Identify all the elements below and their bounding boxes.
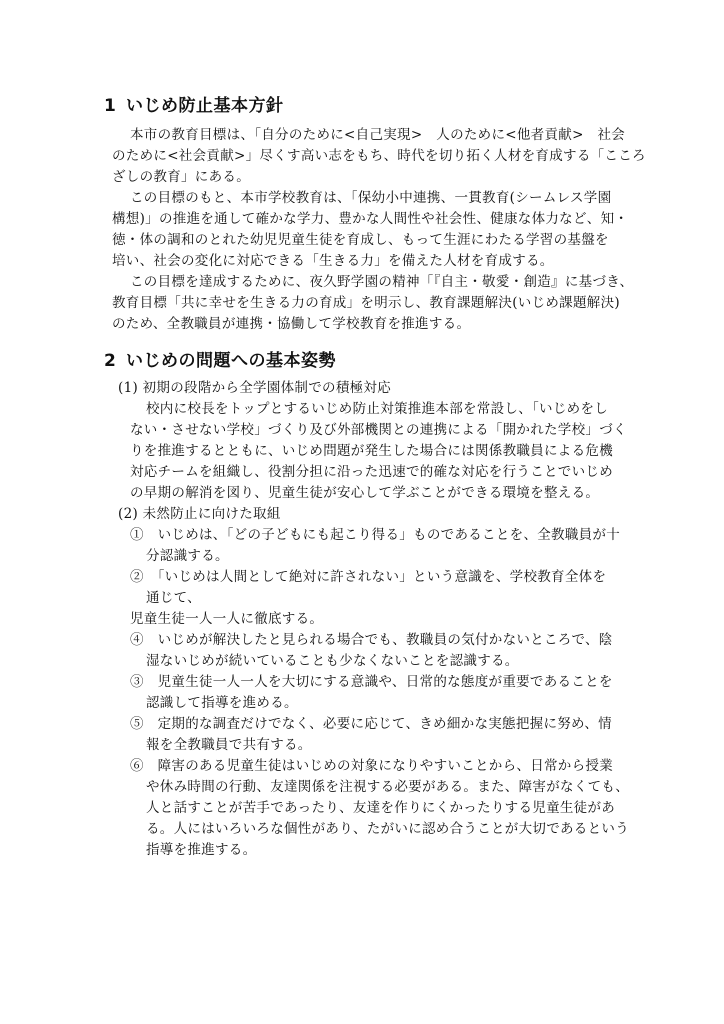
list-item-line: る。人にはいろいろな個性があり、たがいに認め合うことが大切であるという [146, 821, 629, 837]
list-item-line: 人と話すことが苦手であったり、友達を作りにくかったりする児童生徒があ [146, 800, 616, 816]
section-2-number: 2 [104, 351, 117, 371]
list-item-line: 報を全教職員で共有する。 [146, 737, 312, 753]
list-item-line: 湿ないじめが続いていることも少なくないことを認識する。 [146, 653, 519, 669]
paragraph-line: のために<社会貢献>」尽くす高い志をもち、時代を切り拓く人材を育成する「こころ [112, 148, 646, 164]
list-item-line: や休み時間の行動、友達関係を注視する必要がある。また、障害がなくても、 [146, 779, 629, 795]
list-item-line: ⑤ 定期的な調査だけでなく、必要に応じて、きめ細かな実態把握に努め、情 [130, 716, 612, 732]
section-2-title: いじめの問題への基本姿勢 [126, 351, 336, 371]
list-item-line: 分認識する。 [146, 548, 229, 564]
paragraph-line: この目標を達成するために、夜久野学園の精神「『自主・敬愛・創造』に基づき、 [130, 274, 634, 290]
subsection-heading: (1) 初期の段階から全学園体制での積極対応 [118, 380, 392, 396]
paragraph-line: 本市の教育目標は、「自分のために<自己実現> 人のために<他者貢献> 社会 [130, 127, 626, 143]
paragraph-line: この目標のもと、本市学校教育は、「保幼小中連携、一貫教育(シームレス学園 [130, 190, 612, 206]
list-item-line: 認識して指導を進める。 [146, 695, 298, 711]
paragraph-line: ざしの教育」にある。 [112, 169, 250, 185]
paragraph-line: 徳・体の調和のとれた幼児児童生徒を育成し、もって生涯にわたる学習の基盤を [112, 232, 609, 248]
paragraph-line: りを推進するとともに、いじめ問題が発生した場合には関係教職員による危機 [130, 443, 613, 459]
list-item-line: ② 「いじめは人間として絶対に許されない」という意識を、学校教育全体を [130, 569, 607, 585]
list-item-line: ④ いじめが解決したと見られる場合でも、教職員の気付かないところで、陰 [130, 632, 613, 648]
list-item-line: ① いじめは、「どの子どもにも起こり得る」ものであることを、全教職員が十 [130, 527, 621, 543]
paragraph-line: 培い、社会の変化に対応できる「生きる力」を備えた人材を育成する。 [112, 253, 554, 269]
list-item-line: 通じて、 [146, 590, 201, 606]
paragraph-line: 構想)」の推進を通して確かな学力、豊かな人間性や社会性、健康な体力など、知・ [112, 211, 629, 227]
section-1-heading [104, 91, 284, 116]
section-1-number: 1 [104, 96, 117, 116]
list-item-line: 児童生徒一人一人に徹底する。 [130, 611, 324, 627]
paragraph-line: のため、全教職員が連携・協働して学校教育を推進する。 [112, 316, 471, 332]
paragraph-line: 対応チームを組織し、役割分担に沿った迅速で的確な対応を行うことでいじめ [130, 464, 613, 480]
paragraph-line: の早期の解消を図り、児童生徒が安心して学ぶことができる環境を整える。 [130, 485, 600, 501]
section-1-title: いじめ防止基本方針 [126, 96, 284, 116]
section-2-heading [104, 346, 336, 371]
paragraph-line: ない・させない学校」づくり及び外部機関との連携による「開かれた学校」づく [130, 422, 627, 438]
paragraph-line: 校内に校長をトップとするいじめ防止対策推進本部を常設し、「いじめをし [146, 401, 609, 417]
list-item-line: ⑥ 障害のある児童生徒はいじめの対象になりやすいことから、日常から授業 [130, 758, 613, 774]
subsection-heading: (2) 未然防止に向けた取組 [118, 506, 281, 522]
list-item-line: ③ 児童生徒一人一人を大切にする意識や、日常的な態度が重要であることを [130, 674, 613, 690]
paragraph-line: 教育目標「共に幸せを生きる力の育成」を明示し、教育課題解決(いじめ課題解決) [112, 295, 620, 311]
list-item-line: 指導を推進する。 [146, 842, 257, 858]
